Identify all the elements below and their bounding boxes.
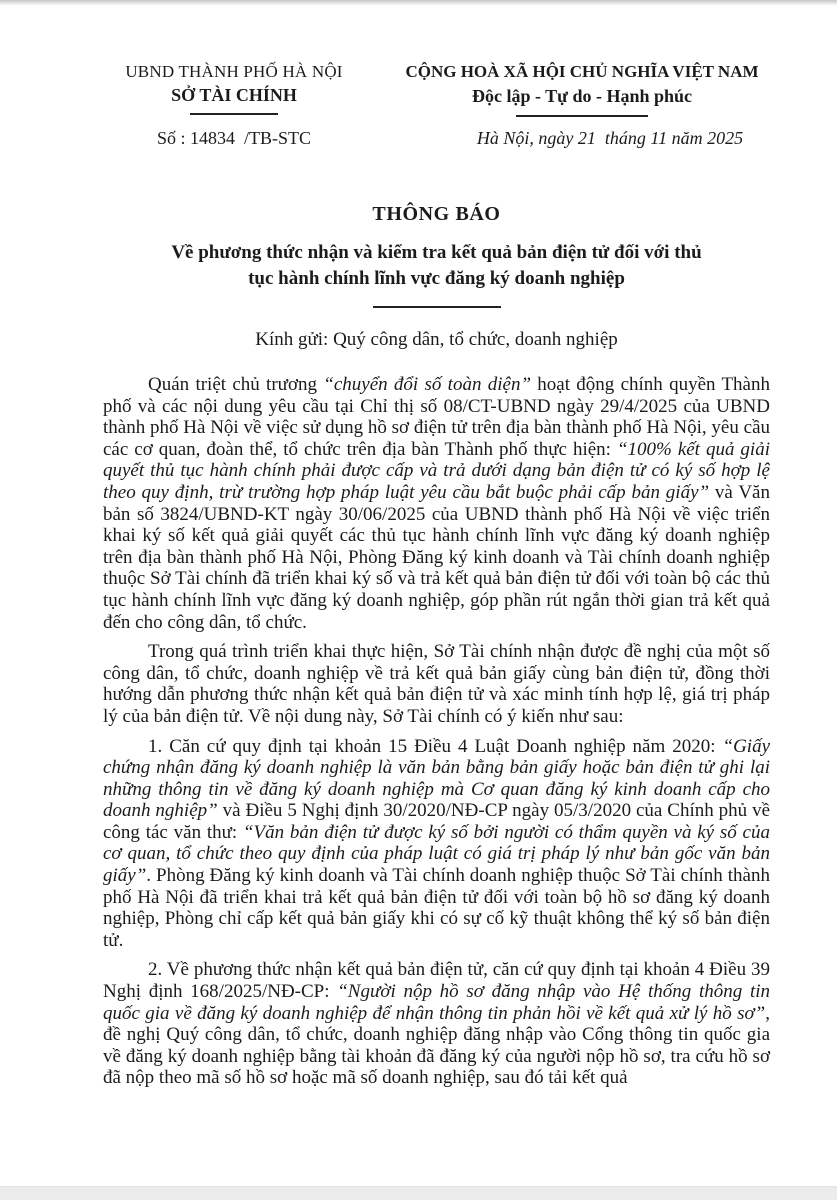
issuing-agency-block (100, 62, 368, 149)
body-text-run: hoạt động chính quyền Thành phố và các nội dung yêu cầu tại Chỉ thị số 08/CT-UBND ngày 29/4/2025 của UBND thành phố Hà Nội về việc sử dụng hồ sơ điện tử trên địa bàn thành phố Hà Nội, yêu cầu các cơ quan, đoàn thể, tổ chức trên địa bàn Thành phố thực hiện: (103, 374, 770, 460)
body-paragraph-1 (103, 374, 770, 633)
issuing-agency-rule (190, 113, 278, 115)
national-title: CỘNG HOÀ XÃ HỘI CHỦ NGHĨA VIỆT NAM (405, 62, 759, 81)
quoted-legal-text: “Giấy chứng nhận đăng ký doanh nghiệp là văn bản bằng bản giấy hoặc bản điện tử ghi lại những thông tin về đăng ký doanh nghiệp mà Cơ quan đăng ký kinh doanh cấp cho doanh nghiệp” (103, 735, 770, 822)
body-paragraph-2 (103, 641, 770, 727)
parent-org-name: UBND THÀNH PHỐ HÀ NỘI (125, 62, 343, 81)
document-body (103, 374, 770, 1089)
scan-edge-bottom (0, 1186, 837, 1200)
title-block (103, 203, 770, 351)
quoted-legal-text: “100% kết quả giải quyết thủ tục hành chính phải được cấp và trả dưới dạng bản điện tử có ký số hợp lệ theo quy định, trừ trường hợp pháp luật yêu cầu bắt buộc phải cấp bản giấy” (103, 438, 770, 503)
body-paragraph-4 (103, 959, 770, 1089)
quoted-legal-text: “Văn bản điện tử được ký số bởi người có thẩm quyền và ký số của cơ quan, tổ chức theo quy định của pháp luật có giá trị pháp lý như bản gốc văn bản giấy” (103, 821, 770, 887)
salutation-line: Kính gửi: Quý công dân, tổ chức, doanh nghiệp (255, 329, 618, 350)
document-number: Số : 14834 /TB-STC (156, 128, 312, 148)
document-header (0, 62, 837, 149)
body-text-run: . Phòng Đăng ký kinh doanh và Tài chính doanh nghiệp thuộc Sở Tài chính thành phố Hà Nội đã triển khai trả kết quả bản điện tử đối với toàn bộ hồ sơ đăng ký doanh nghiệp, Phòng chỉ cấp kết quả bản giấy khi có sự cố kỹ thuật không thể ký số bản điện tử. (103, 865, 770, 951)
quoted-legal-text: “chuyển đổi số toàn diện” (323, 374, 532, 395)
body-text-run: 2. Về phương thức nhận kết quả bản điện tử, căn cứ quy định tại khoản 4 Điều 39 Nghị định 168/2025/NĐ-CP: (103, 959, 770, 1003)
body-text-run: , đề nghị Quý công dân, tổ chức, doanh nghiệp đăng nhập vào Cổng thông tin quốc gia về đăng ký doanh nghiệp bằng tài khoản đã đăng ký của người nộp hồ sơ, tra cứu hồ sơ đã nộp theo mã số hồ sơ hoặc mã số doanh nghiệp, sau đó tải kết quả (103, 1002, 770, 1089)
body-paragraph-3 (103, 736, 770, 952)
document-subtitle: Về phương thức nhận và kiểm tra kết quả bản điện tử đối với thủ tục hành chính lĩnh vực đăng ký doanh nghiệp (171, 242, 702, 289)
body-text-run: Quán triệt chủ trương (148, 374, 324, 395)
document-title: THÔNG BÁO (372, 203, 501, 225)
body-text-run: và Điều 5 Nghị định 30/2020/NĐ-CP ngày 05/3/2020 của Chính phủ về công tác văn thư: (103, 800, 770, 843)
body-text-run: 1. Căn cứ quy định tại khoản 15 Điều 4 Luật Doanh nghiệp năm 2020: (148, 735, 723, 757)
national-motto: Độc lập - Tự do - Hạnh phúc (471, 86, 693, 106)
national-motto-rule (516, 115, 648, 117)
quoted-legal-text: “Người nộp hồ sơ đăng nhập vào Hệ thống thông tin quốc gia về đăng ký doanh nghiệp để nhận thông tin phản hồi về kết quả xử lý hồ sơ” (103, 981, 770, 1024)
national-header-block (396, 62, 768, 149)
body-text-run: và Văn bản số 3824/UBND-KT ngày 30/06/2025 của UBND thành phố Hà Nội về việc triển khai ký số kết quả giải quyết các thủ tục hành chính lĩnh vực đăng ký doanh nghiệp trên địa bàn thành phố Hà Nội, Phòng Đăng ký kinh doanh và Tài chính doanh nghiệp thuộc Sở Tài chính đã triển khai ký số và trả kết quả bản điện tử đối với toàn bộ các thủ tục hành chính lĩnh vực đăng ký doanh nghiệp, góp phần rút ngắn thời gian trả kết quả đến cho công dân, tổ chức. (103, 481, 770, 633)
issuing-org-name: SỞ TÀI CHÍNH (171, 85, 297, 105)
place-date-line: Hà Nội, ngày 21 tháng 11 năm 2025 (476, 128, 744, 148)
title-separator-rule (373, 306, 501, 308)
body-text-run: Trong quá trình triển khai thực hiện, Sở Tài chính nhận được đề nghị của một số công dân, tổ chức, doanh nghiệp về trả kết quả bản giấy cùng bản điện tử, đồng thời hướng dẫn phương thức nhận kết quả bản điện tử và xác minh tính hợp lệ, giá trị pháp lý của bản điện tử. Về nội dung này, Sở Tài chính có ý kiến như sau: (103, 641, 770, 727)
